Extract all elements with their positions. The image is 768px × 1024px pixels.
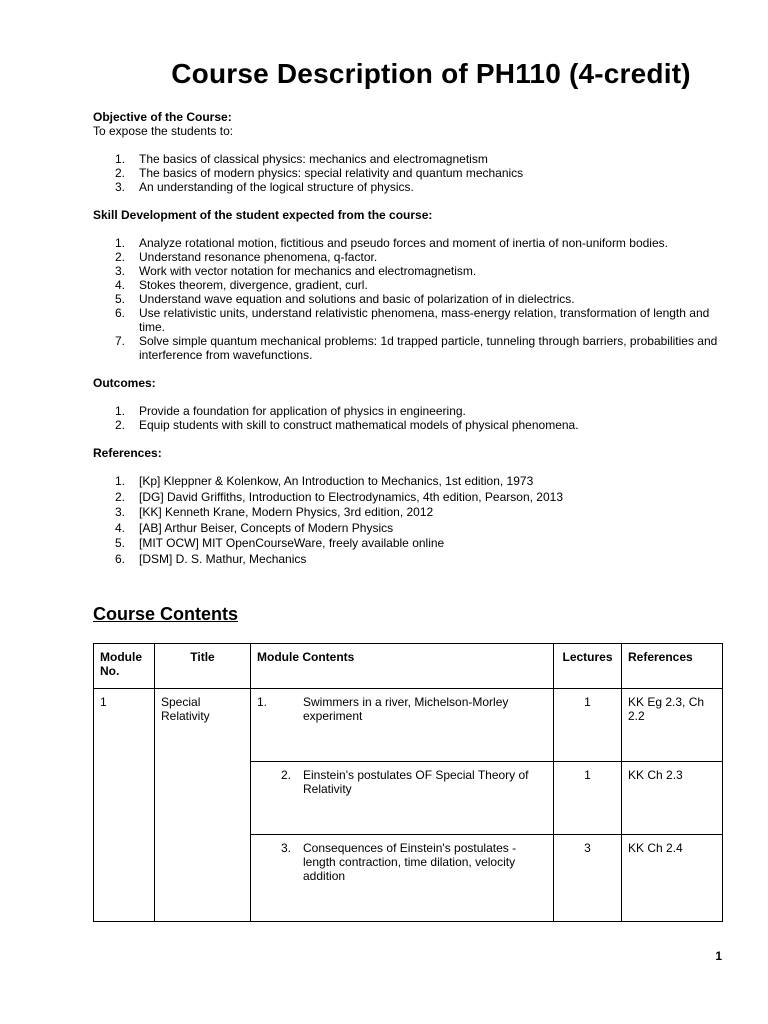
- item-number: 3.: [281, 841, 292, 855]
- column-header-module-contents: Module Contents: [251, 644, 554, 689]
- list-item: 5. Understand wave equation and solutions and basic of polarization of in dielectrics.: [115, 292, 575, 306]
- references-cell: KK Ch 2.4: [622, 835, 723, 922]
- list-item: 2. [DG] David Griffiths, Introduction to Electrodynamics, 4th edition, Pearson, 2013: [115, 489, 563, 504]
- list-item: 4. Stokes theorem, divergence, gradient, curl.: [115, 278, 368, 292]
- table-header-row: [94, 644, 723, 689]
- column-header-references: References: [622, 644, 723, 689]
- references-heading: References:: [93, 446, 162, 460]
- references-section: [93, 446, 723, 567]
- list-item: 1. Analyze rotational motion, fictitious and pseudo forces and moment of inertia of non-uniform bodies.: [115, 236, 668, 250]
- list-item: 7. Solve simple quantum mechanical problems: 1d trapped particle, tunneling through barriers, probabilities and interference from wavefunctions.: [115, 334, 718, 362]
- module-number-cell: 1: [94, 689, 155, 922]
- lectures-cell: 3: [554, 835, 622, 922]
- column-header-lectures: Lectures: [554, 644, 622, 689]
- lectures-cell: 1: [554, 689, 622, 762]
- list-item: 3. Work with vector notation for mechanics and electromagnetism.: [115, 264, 477, 278]
- module-content-cell: [251, 689, 554, 762]
- module-title-cell: Special Relativity: [155, 689, 251, 922]
- page-number: 1: [715, 949, 722, 963]
- list-item: 3. An understanding of the logical structure of physics.: [115, 180, 414, 194]
- list-item: 2. Understand resonance phenomena, q-factor.: [115, 250, 378, 264]
- list-item: 5. [MIT OCW] MIT OpenCourseWare, freely available online: [115, 536, 445, 550]
- outcomes-section: [93, 376, 723, 432]
- skills-list: [93, 236, 723, 362]
- list-item: 1. Provide a foundation for application of physics in engineering.: [115, 404, 466, 418]
- list-item: 1. [Kp] Kleppner & Kolenkow, An Introduction to Mechanics, 1st edition, 1973: [115, 474, 534, 488]
- item-text: Consequences of Einstein's postulates - length contraction, time dilation, velocity addition: [303, 841, 517, 883]
- module-content-cell: [251, 835, 554, 922]
- module-content-cell: [251, 762, 554, 835]
- references-cell: KK Eg 2.3, Ch 2.2: [622, 689, 723, 762]
- course-contents-heading: Course Contents: [93, 604, 239, 624]
- references-cell: KK Ch 2.3: [622, 762, 723, 835]
- skills-heading: Skill Development of the student expected from the course:: [93, 208, 433, 222]
- objective-heading: Objective of the Course:: [93, 110, 232, 124]
- lectures-cell: 1: [554, 762, 622, 835]
- page-title: Course Description of PH110 (4-credit): [171, 58, 691, 89]
- outcomes-heading: Outcomes:: [93, 376, 156, 390]
- item-text: Swimmers in a river, Michelson-Morley experiment: [303, 695, 509, 723]
- skills-section: [93, 208, 723, 362]
- course-contents-table: [93, 643, 723, 922]
- list-item: 2. The basics of modern physics: special relativity and quantum mechanics: [115, 166, 524, 180]
- item-number: 1.: [257, 695, 268, 709]
- list-item: 4. [AB] Arthur Beiser, Concepts of Modern Physics: [115, 520, 394, 535]
- course-description-body: [93, 110, 723, 567]
- list-item: 6. Use relativistic units, understand relativistic phenomena, mass-energy relation, transformation of length and time.: [115, 306, 710, 334]
- list-item: 6. [DSM] D. S. Mathur, Mechanics: [115, 551, 307, 566]
- column-header-title: Title: [155, 644, 251, 689]
- table-row: [94, 689, 723, 762]
- objective-list: [93, 152, 723, 194]
- references-list: [93, 474, 723, 567]
- column-header-module-no: Module No.: [94, 644, 155, 689]
- list-item: 2. Equip students with skill to construct mathematical models of physical phenomena.: [115, 418, 579, 432]
- objective-intro: To expose the students to:: [93, 124, 234, 138]
- item-number: 2.: [281, 768, 292, 782]
- list-item: 1. The basics of classical physics: mechanics and electromagnetism: [115, 152, 488, 166]
- list-item: 3. [KK] Kenneth Krane, Modern Physics, 3rd edition, 2012: [115, 505, 434, 519]
- objective-section: [93, 110, 723, 194]
- outcomes-list: [93, 404, 723, 432]
- item-text: Einstein's postulates OF Special Theory of Relativity: [303, 768, 529, 796]
